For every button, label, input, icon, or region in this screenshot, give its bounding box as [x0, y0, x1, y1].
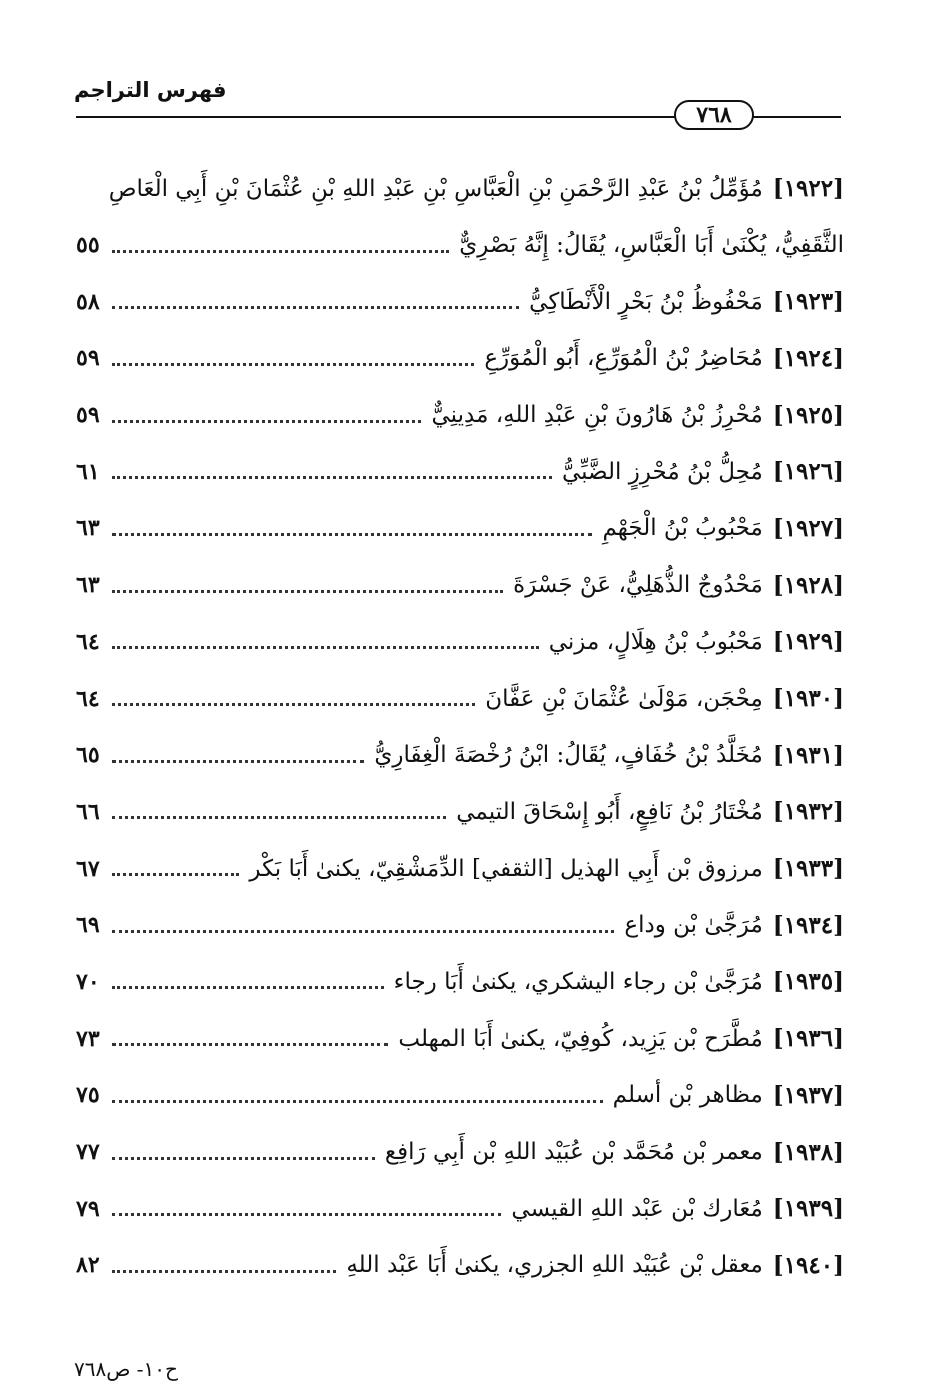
entry-name: مُحْرِزُ بْنُ هَارُونَ بْنِ عَبْدِ اللهِ، مَدِينِيٌّ — [431, 402, 763, 429]
entry-number: [١٩٢٧] — [772, 514, 844, 542]
entry-name: مظاهر بْن أسلم — [612, 1082, 763, 1109]
entry-page: ٨٢ — [76, 1252, 100, 1279]
entry-page: ٧٣ — [76, 1025, 100, 1052]
entry-number: [١٩٢٥] — [772, 401, 844, 429]
entry-number: [١٩٤٠] — [772, 1251, 844, 1279]
entry-1930 — [76, 670, 844, 727]
entry-1932 — [76, 784, 844, 841]
entry-number: [١٩٢٨] — [772, 571, 844, 599]
entry-1940 — [76, 1237, 844, 1294]
leader-dots — [112, 930, 614, 933]
entry-page: ٥٥ — [76, 232, 100, 259]
entry-page: ٦٧ — [76, 855, 100, 882]
entry-name: مَحْبُوبُ بْنُ الْجَهْمِ — [602, 515, 763, 542]
entry-name: مُرَجَّىٰ بْن وداع — [624, 912, 763, 939]
entry-1931 — [76, 727, 844, 784]
entry-number: [١٩٢٦] — [772, 458, 844, 486]
entry-name: مُعَارك بْن عَبْد اللهِ القيسي — [511, 1195, 763, 1222]
entry-1937 — [76, 1067, 844, 1124]
entry-name: معمر بْن مُحَمَّد بْن عُبَيْد اللهِ بْن أَبِي رَافِع — [384, 1139, 763, 1166]
entry-page: ٦٥ — [76, 742, 100, 769]
leader-dots — [112, 703, 475, 706]
biography-index-list — [76, 160, 844, 1294]
entry-page: ٥٩ — [76, 402, 100, 429]
leader-dots — [112, 986, 384, 989]
leader-dots — [112, 420, 421, 423]
entry-name: مِحْجَن، مَوْلَىٰ عُثْمَانَ بْنِ عَفَّانَ — [485, 685, 763, 712]
entry-name: مَحْدُوجٌ الذُّهَلِيُّ، عَنْ جَسْرَةَ — [513, 572, 763, 599]
entry-1926 — [76, 443, 844, 500]
index-title: فهرس التراجم — [74, 78, 227, 102]
entry-name: مُحَاضِرُ بْنُ الْمُوَرِّعِ، أَبُو الْمُوَرِّعِ — [484, 345, 763, 372]
entry-number: [١٩٢٤] — [772, 344, 844, 372]
entry-1928 — [76, 557, 844, 614]
entry-number: [١٩٢٣] — [772, 288, 844, 316]
page-number-badge: ٧٦٨ — [674, 100, 754, 130]
entry-page: ٦٩ — [76, 912, 100, 939]
leader-dots — [112, 533, 592, 536]
leader-dots — [112, 816, 446, 819]
entry-number: [١٩٣١] — [772, 741, 844, 769]
entry-name-continued: الثَّقَفِيُّ، يُكْنَىٰ أَبَا الْعَبَّاسِ، يُقَالُ: إِنَّهُ بَصْرِيٌّ — [459, 232, 844, 259]
leader-dots — [112, 760, 364, 763]
entry-1922-line-1 — [76, 160, 844, 217]
leader-dots — [112, 590, 503, 593]
entry-1924 — [76, 330, 844, 387]
entry-1936 — [76, 1010, 844, 1067]
entry-page: ٧٥ — [76, 1082, 100, 1109]
entry-number: [١٩٣٩] — [772, 1195, 844, 1223]
entry-number: [١٩٣٤] — [772, 911, 844, 939]
entry-page: ٦٤ — [76, 685, 100, 712]
entry-1933 — [76, 840, 844, 897]
entry-name: معقل بْن عُبَيْد اللهِ الجزري، يكنىٰ أَبَا عَبْد اللهِ — [346, 1252, 763, 1279]
entry-name: مَحْفُوظُ بْنُ بَحْرٍ الْأَنْطَاكِيُّ — [529, 288, 763, 315]
entry-number: [١٩٣٠] — [772, 685, 844, 713]
leader-dots — [112, 476, 552, 479]
entry-number: [١٩٢٩] — [772, 628, 844, 656]
leader-dots — [112, 1043, 388, 1046]
entry-name: مُرَجَّىٰ بْن رجاء اليشكري، يكنىٰ أَبَا رجاء — [393, 968, 763, 995]
entry-number: [١٩٣٧] — [772, 1081, 844, 1109]
entry-page: ٦٦ — [76, 798, 100, 825]
entry-name: مرزوق بْن أَبِي الهذيل [الثقفي] الدِّمَشْقِيّ، يكنىٰ أَبَا بَكْر — [249, 855, 763, 882]
entry-page: ٧٠ — [76, 968, 100, 995]
entry-1938 — [76, 1124, 844, 1181]
entry-number: [١٩٣٣] — [772, 855, 844, 883]
volume-page-code: ح١٠- ص٧٦٨ — [74, 1357, 178, 1381]
entry-name: مُؤَمِّلُ بْنُ عَبْدِ الرَّحْمَنِ بْنِ الْعَبَّاسِ بْنِ عَبْدِ اللهِ بْنِ عُثْمَانَ بْنِ أَبِي الْعَاصِ — [108, 175, 763, 202]
entry-number: [١٩٣٥] — [772, 968, 844, 996]
leader-dots — [112, 363, 474, 366]
entry-name: مُحِلُّ بْنُ مُحْرِزٍ الضَّبِّيُّ — [561, 458, 763, 485]
leader-dots — [112, 873, 239, 876]
leader-dots — [112, 1157, 375, 1160]
entry-name: مُخَلَّدُ بْنُ خُفَافٍ، يُقَالُ: ابْنُ رُخْصَةَ الْغِفَارِيُّ — [374, 742, 763, 769]
leader-dots — [112, 1270, 336, 1273]
entry-name: مُطَّرَح بْن يَزِيد، كُوفِيّ، يكنىٰ أَبَا المهلب — [398, 1025, 763, 1052]
entry-page: ٥٨ — [76, 288, 100, 315]
entry-page: ٦٤ — [76, 628, 100, 655]
entry-number: [١٩٣٦] — [772, 1025, 844, 1053]
leader-dots — [112, 1213, 501, 1216]
leader-dots — [112, 646, 539, 649]
entry-1923 — [76, 273, 844, 330]
leader-dots — [112, 1100, 603, 1103]
entry-number: [١٩٣٢] — [772, 798, 844, 826]
entry-name: مَحْبُوبُ بْنُ هِلَالٍ، مزني — [548, 628, 763, 655]
entry-page: ٧٩ — [76, 1195, 100, 1222]
entry-page: ٥٩ — [76, 345, 100, 372]
entry-1925 — [76, 387, 844, 444]
entry-1929 — [76, 614, 844, 671]
entry-1934 — [76, 897, 844, 954]
entry-number: [١٩٣٨] — [772, 1138, 844, 1166]
entry-1935 — [76, 954, 844, 1011]
entry-page: ٦٣ — [76, 572, 100, 599]
leader-dots — [112, 306, 519, 309]
entry-1939 — [76, 1180, 844, 1237]
entry-page: ٧٧ — [76, 1139, 100, 1166]
entry-name: مُخْتَارُ بْنُ نَافِعٍ، أَبُو إِسْحَاقَ التيمي — [456, 798, 763, 825]
leader-dots — [112, 250, 449, 253]
entry-number: [١٩٢٢] — [772, 174, 844, 202]
entry-1922-line-2 — [76, 217, 844, 274]
entry-page: ٦١ — [76, 458, 100, 485]
entry-page: ٦٣ — [76, 515, 100, 542]
entry-1927 — [76, 500, 844, 557]
